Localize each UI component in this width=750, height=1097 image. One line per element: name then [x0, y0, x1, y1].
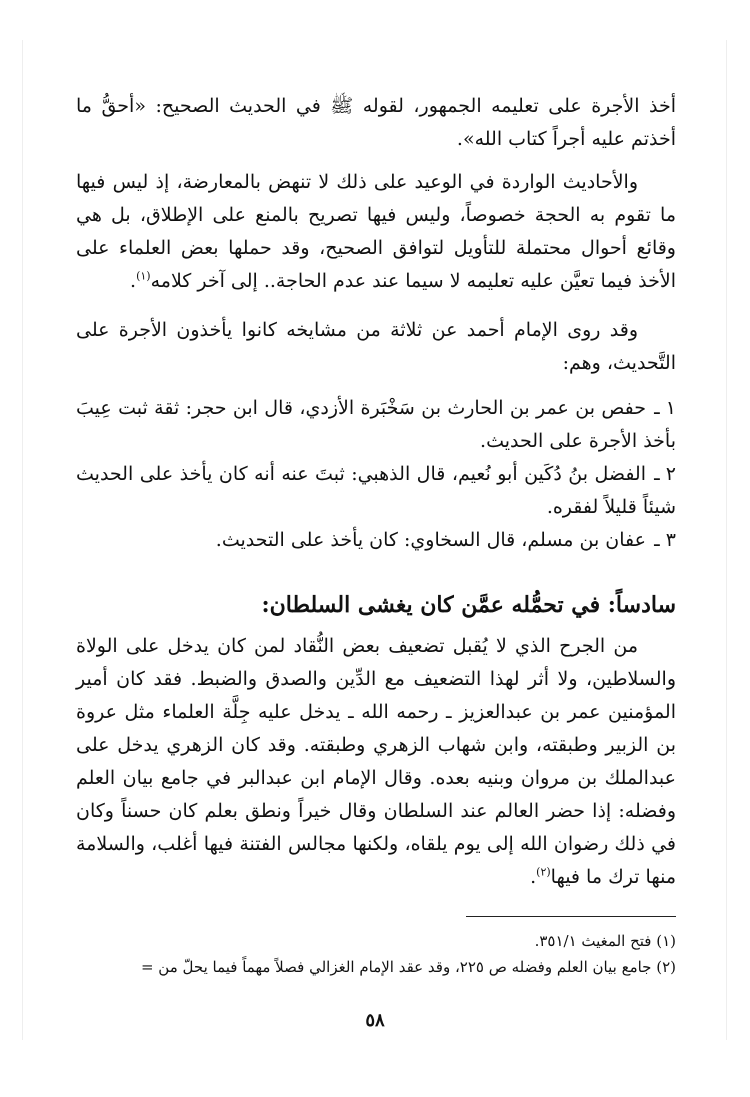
list-item-text: عفان بن مسلم، قال السخاوي: كان يأخذ على التحديث. [215, 529, 646, 551]
scan-margin-line-left [22, 40, 23, 1040]
list-item-number: ٢ ـ [654, 463, 676, 485]
list-item [76, 524, 676, 557]
scan-margin-line-right [726, 40, 727, 1040]
paragraph-3-text: وقد روى الإمام أحمد عن ثلاثة من مشايخه كانوا يأخذون الأجرة على التَّحديث، وهم: [76, 319, 676, 374]
paragraph-2: والأحاديث الواردة في الوعيد على ذلك لا تنهض بالمعارضة، إذ ليس فيها ما تقوم به الحجة خصوصاً، وليس فيها تصريح بالمنع على الإطلاق، بل هي وقائع أحوال محتملة للتأويل لتوافق الصحيح، وقد حملها بعض العلماء على الأخذ فيما تعيَّن عليه تعليمه لا سيما عند عدم الحاجة.. إلى آخر كلامه$^{(١)}$. [76, 171, 676, 292]
footnote-ref-1: (١) [136, 269, 151, 283]
footnote-divider [466, 916, 676, 917]
footnote-ref-2: (٢) [536, 865, 551, 879]
paragraph-1-text: أخذ الأجرة على تعليمه الجمهور، لقوله ﷺ في الحديث الصحيح: «أحقُّ ما أخذتم عليه أجراً كتاب الله». [76, 95, 676, 150]
list-item-text: الفضل بنُ دُكَين أبو نُعيم، قال الذهبي: ثبتَ عنه أنه كان يأخذ على الحديث شيئاً قليلاً لفقره. [76, 463, 676, 518]
section-body: من الجرح الذي لا يُقبل تضعيف بعض النُّقاد لمن كان يدخل على الولاة والسلاطين، ولا أثر لهذا التضعيف مع الدِّين والصدق والضبط. فقد كان أمير المؤمنين عمر بن عبدالعزيز ـ رحمه الله ـ يدخل عليه جِلَّة العلماء مثل عروة بن الزبير وطبقته، وابن شهاب الزهري وطبقته. وقد كان الزهري يدخل على عبدالملك بن مروان وبنيه بعده. وقال الإمام ابن عبدالبر في جامع بيان العلم وفضله: إذا حضر العالم عند السلطان وقال خيراً ونطق بعلم كان حسناً وكان في ذلك رضوان الله إلى يوم يلقاه، ولكنها مجالس الفتنة فيها أغلب، والسلامة منها ترك ما فيها$^{(٢)}$. [76, 635, 676, 888]
section-body-text: من الجرح الذي لا يُقبل تضعيف بعض النُّقاد لمن كان يدخل على الولاة والسلاطين، ولا أثر لهذا التضعيف مع الدِّين والصدق والضبط. فقد كان أمير المؤمنين عمر بن عبدالعزيز ـ رحمه الله ـ يدخل عليه جِلَّة العلماء مثل عروة بن الزبير وطبقته، وابن شهاب الزهري وطبقته. وقد كان الزهري يدخل على عبدالملك بن مروان وبنيه بعده. وقال الإمام ابن عبدالبر في جامع بيان العلم وفضله: إذا حضر العالم عند السلطان وقال خيراً ونطق بعلم كان حسناً وكان في ذلك رضوان الله إلى يوم يلقاه، ولكنها مجالس الفتنة فيها أغلب، والسلامة منها ترك ما فيها [76, 635, 676, 888]
list-item [76, 392, 676, 458]
paragraph-1 [76, 90, 676, 156]
list-item [76, 458, 676, 524]
footnote-2: (٢) جامع بيان العلم وفضله ص ٢٢٥، وقد عقد الإمام الغزالي فصلاً مهماً فيما يحلّ من = [140, 958, 676, 976]
paragraph-2-text: والأحاديث الواردة في الوعيد على ذلك لا تنهض بالمعارضة، إذ ليس فيها ما تقوم به الحجة خصوصاً، وليس فيها تصريح بالمنع على الإطلاق، بل هي وقائع أحوال محتملة للتأويل لتوافق الصحيح، وقد حملها بعض العلماء على الأخذ فيما تعيَّن عليه تعليمه لا سيما عند عدم الحاجة.. إلى آخر كلامه [76, 171, 676, 292]
footnotes [70, 928, 676, 980]
list-item-number: ٣ ـ [654, 529, 676, 551]
section-heading: سادساً: في تحمُّله عمَّن كان يغشى السلطان: [261, 592, 676, 618]
page-number: ٥٨ [365, 1010, 385, 1031]
list-item-number: ١ ـ [654, 397, 676, 419]
footnote-1: (١) فتح المغيث ٣٥١/١. [534, 932, 676, 950]
list-item-text: حفص بن عمر بن الحارث بن سَخْبَرة الأزدي، قال ابن حجر: ثقة ثبت عِيبَ بأخذ الأجرة على الحديث. [76, 397, 676, 452]
paragraph-3 [76, 314, 676, 380]
narrators-list [76, 392, 676, 557]
